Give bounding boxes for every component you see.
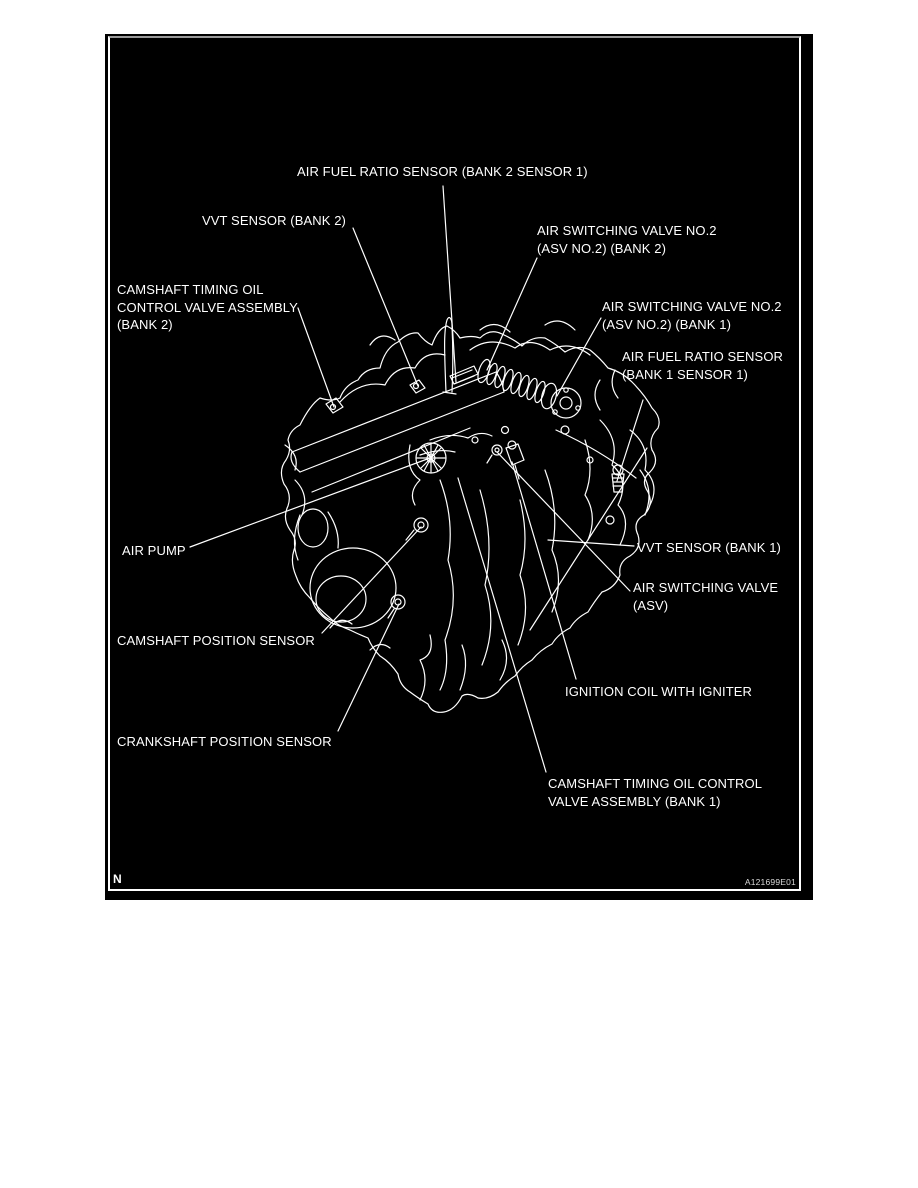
frame-corner-letter: N [113, 872, 122, 886]
vvt-sensor-bank1-label: VVT SENSOR (BANK 1) [637, 540, 781, 555]
vvt-sensor-bank2-label: VVT SENSOR (BANK 2) [202, 213, 346, 228]
air-fuel-ratio-sensor-bank2-sensor1-label: AIR FUEL RATIO SENSOR (BANK 2 SENSOR 1) [297, 164, 588, 179]
air-fuel-ratio-sensor-bank1-sensor1-label: AIR FUEL RATIO SENSOR (BANK 1 SENSOR 1) [622, 349, 784, 382]
callout-labels [105, 34, 813, 900]
camshaft-position-sensor-label: CAMSHAFT POSITION SENSOR [117, 633, 315, 648]
engine-diagram-figure [105, 34, 813, 900]
ignition-coil-with-igniter-label: IGNITION COIL WITH IGNITER [565, 684, 753, 699]
air-switching-valve-no2-bank2-label: AIR SWITCHING VALVE NO.2 (ASV NO.2) (BANK 2) [537, 223, 717, 256]
air-switching-valve-no2-bank1-label: AIR SWITCHING VALVE NO.2 (ASV NO.2) (BANK 1) [602, 299, 782, 332]
air-pump-label: AIR PUMP [122, 543, 186, 558]
camshaft-timing-oil-control-valve-assembly-bank2-label: CAMSHAFT TIMING OIL CONTROL VALVE ASSEMBLY (BANK 2) [117, 282, 298, 332]
crankshaft-position-sensor-label: CRANKSHAFT POSITION SENSOR [117, 734, 332, 749]
figure-code: A121699E01 [744, 877, 796, 887]
air-switching-valve-asv-label: AIR SWITCHING VALVE (ASV) [633, 580, 779, 613]
camshaft-timing-oil-control-valve-assembly-bank1-label: CAMSHAFT TIMING OIL CONTROL VALVE ASSEMBLY (BANK 1) [548, 776, 763, 809]
